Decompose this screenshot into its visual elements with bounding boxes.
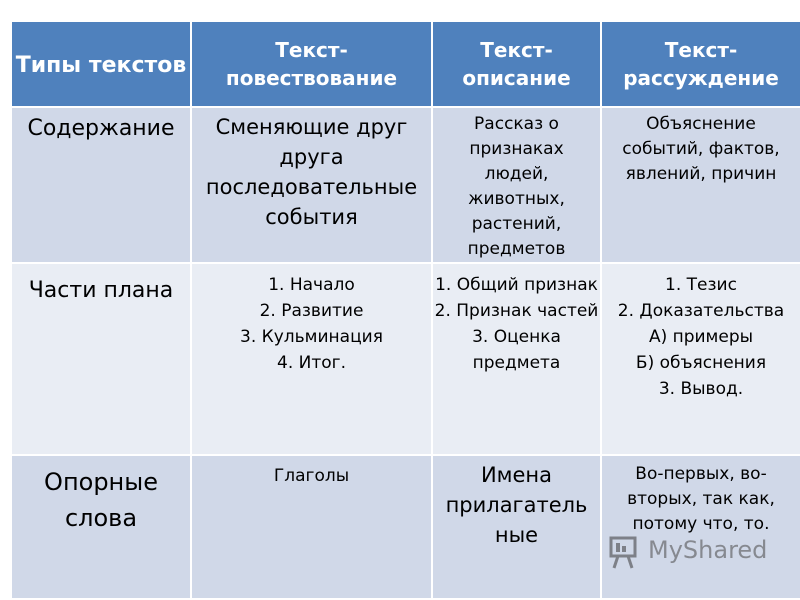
text-types-table (10, 20, 800, 600)
list-item: 2. Признак частей (434, 301, 599, 321)
presentation-board-icon (608, 534, 642, 570)
plan-label: Части плана (12, 264, 190, 454)
list-item: 1. Тезис (665, 275, 737, 295)
keywords-narration: Глаголы (192, 456, 431, 598)
list-item: А) примеры (648, 327, 754, 347)
list-item: 3. Кульминация (240, 327, 383, 347)
list-item: 2. Развитие (259, 301, 364, 321)
content-label: Содержание (12, 108, 190, 262)
keywords-reasoning: Во-первых, во-вторых, так как, потому что, то. (602, 456, 800, 598)
plan-narration (192, 264, 431, 454)
content-reasoning: Объяснение событий, фактов, явлений, причин (602, 108, 800, 262)
header-description: Текст-описание (433, 22, 600, 106)
plan-reasoning (602, 264, 800, 454)
content-row (12, 108, 800, 262)
content-description: Рассказ о признаках людей, животных, растений, предметов (433, 108, 600, 262)
keywords-label: Опорные слова (12, 456, 190, 598)
watermark (608, 532, 768, 572)
plan-reasoning-list (602, 264, 800, 402)
list-item: 2. Доказательства (617, 301, 785, 321)
keywords-row (12, 456, 800, 598)
watermark-text: MyShared (648, 536, 768, 564)
keywords-description: Имена прилагатель ные (433, 456, 600, 598)
plan-description (433, 264, 600, 454)
header-reasoning: Текст-рассуждение (602, 22, 800, 106)
list-item: Б) объяснения (635, 353, 767, 373)
list-item: 1. Общий признак (435, 275, 598, 295)
list-item: 4. Итог. (277, 353, 346, 373)
header-row (12, 22, 800, 106)
plan-description-list (433, 264, 600, 376)
header-types: Типы текстов (12, 22, 190, 106)
list-item: 3. Оценка предмета (472, 327, 561, 373)
list-item: 1. Начало (268, 275, 355, 295)
plan-row (12, 264, 800, 454)
plan-narration-list (192, 264, 431, 376)
list-item: 3. Вывод. (658, 379, 744, 399)
content-narration: Сменяющие друг друга последовательные события (192, 108, 431, 262)
header-narration: Текст-повествование (192, 22, 431, 106)
